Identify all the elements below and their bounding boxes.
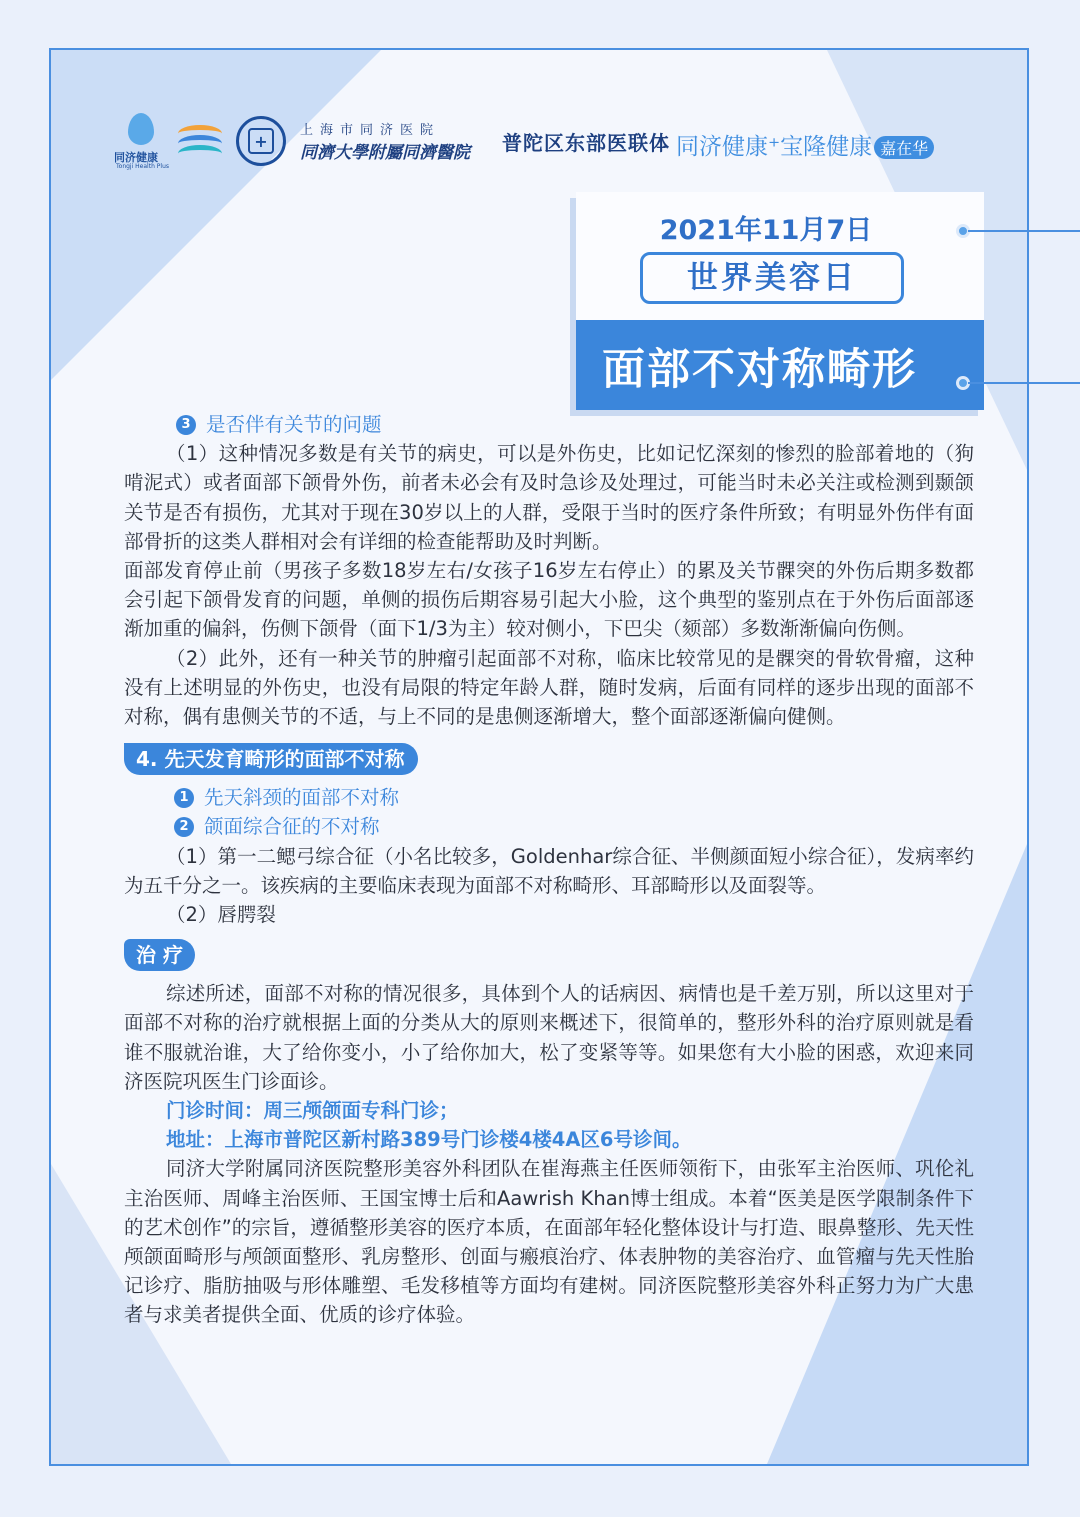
treatment-heading: 治 疗	[124, 939, 195, 971]
article-body	[124, 410, 974, 1330]
section3-heading	[124, 410, 974, 439]
section4-item-text: 先天斜颈的面部不对称	[204, 786, 400, 810]
paragraph: 综述所述，面部不对称的情况很多，具体到个人的话病因、病情也是千差万别，所以这里对于面部不对称的治疗就根据上面的分类从大的原则来概述下，很简单的，整形外科的治疗原则就是看谁不服就治谁，大了给你变小，小了给你加大，松了变紧等等。如果您有大小脸的困惑，欢迎来同济医院巩医生门诊面诊。	[124, 982, 974, 1093]
cross-icon: +	[248, 128, 274, 154]
logo-subtext: Tongji Health Plus	[116, 163, 169, 170]
number-badge: 1	[174, 788, 194, 808]
section4-item-text: 颌面综合征的不对称	[204, 815, 380, 839]
section4-item	[124, 783, 974, 812]
paragraph: （1）第一二鳃弓综合征（小名比较多，Goldenhar综合征、半侧颜面短小综合征），发病率约为五千分之一。该疾病的主要临床表现为面部不对称畸形、耳部畸形以及面裂等。	[124, 844, 974, 897]
logo-text: 同济健康	[114, 151, 158, 164]
hospital-name-line2: 同濟大學附屬同濟醫院	[300, 143, 470, 163]
paragraph: （2）此外，还有一种关节的肿瘤引起面部不对称，临床比较常见的是髁突的骨软骨瘤，这种没有上述明显的外伤史，也没有局限的特定年龄人群，随时发病，后面有同样的逐步出现的面部不对称，偶有患侧关节的不适，与上不同的是患侧逐渐增大，整个面部逐渐偏向健侧。	[124, 646, 974, 729]
paragraph: 面部发育停止前（男孩子多数18岁左右/女孩子16岁左右停止）的累及关节髁突的外伤后期多数都会引起下颌骨发育的问题，单侧的损伤后期容易引起大小脸，这个典型的鉴别点在于外伤后面部逐渐加重的偏斜，伤侧下颌骨（面下1/3为主）较对侧小，下巴尖（颏部）多数渐渐偏向伤侧。	[124, 559, 974, 641]
card-bottom	[576, 320, 984, 410]
paragraph: （1）这种情况多数是有关节的病史，可以是外伤史，比如记忆深刻的惨烈的脸部着地的（狗啃泥式）或者面部下颌骨外伤，前者未必会有及时急诊及处理过，可能当时未必关注或检测到颞颌关节是否有损伤，尤其对于现在30岁以上的人群，受限于当时的医疗条件所致；有明显外伤伴有面部骨折的这类人群相对会有详细的检查能帮助及时判断。	[124, 442, 974, 553]
clinic-address: 地址：上海市普陀区新村路389号门诊楼4楼4A区6号诊间。	[166, 1128, 692, 1152]
hospital-name	[300, 119, 470, 163]
card-top	[576, 192, 984, 320]
hospital-name-line1: 上海市同济医院	[300, 123, 441, 138]
number-badge: 2	[174, 817, 194, 837]
clinic-time: 门诊时间：周三颅颌面专科门诊；	[166, 1099, 459, 1123]
section3-heading-text: 是否伴有关节的问题	[206, 413, 382, 436]
decor-line	[968, 382, 1080, 384]
section4-heading: 4. 先天发育畸形的面部不对称	[124, 743, 418, 775]
brand-logo	[676, 128, 934, 161]
paragraph: 同济大学附属同济医院整形美容外科团队在崔海燕主任医师领衔下，由张军主治医师、巩伦礼主治医师、周峰主治医师、王国宝博士后和Aawrish Khan博士组成。本着“医美是医学限制条件下的艺术创作”的宗旨，遵循整形美容的医疗本质，在面部年轻化整体设计与打造、眼鼻整形、先天性颅颌面畸形与颅颌面整形、乳房整形、创面与瘢痕治疗、体表肿物的美容治疗、血管瘤与先天性胎记诊疗、脂肪抽吸与形体雕塑、毛发移植等方面均有建树。同济医院整形美容外科正努力为广大患者与求美者提供全面、优质的诊疗体验。	[124, 1157, 974, 1327]
header-logos	[114, 108, 670, 174]
event-date: 2021年11月7日	[659, 215, 873, 246]
decor-triangle	[51, 50, 381, 380]
water-drop-icon	[128, 113, 154, 145]
tongji-health-logo	[114, 111, 169, 171]
section4-item	[124, 812, 974, 841]
page-title: 面部不对称畸形	[602, 345, 917, 395]
wave-logo-icon	[176, 117, 224, 165]
number-badge: 3	[176, 415, 196, 435]
event-name: 世界美容日	[640, 252, 904, 304]
paragraph: （2）唇腭裂	[166, 903, 276, 927]
medical-union-name: 普陀区东部医联体	[502, 130, 670, 155]
hospital-seal-icon	[236, 116, 286, 166]
title-card	[576, 192, 984, 410]
brand-badge: 嘉在华	[874, 136, 934, 159]
decor-line	[968, 230, 1080, 232]
brand-text: 同济健康⁺宝隆健康	[676, 134, 873, 160]
